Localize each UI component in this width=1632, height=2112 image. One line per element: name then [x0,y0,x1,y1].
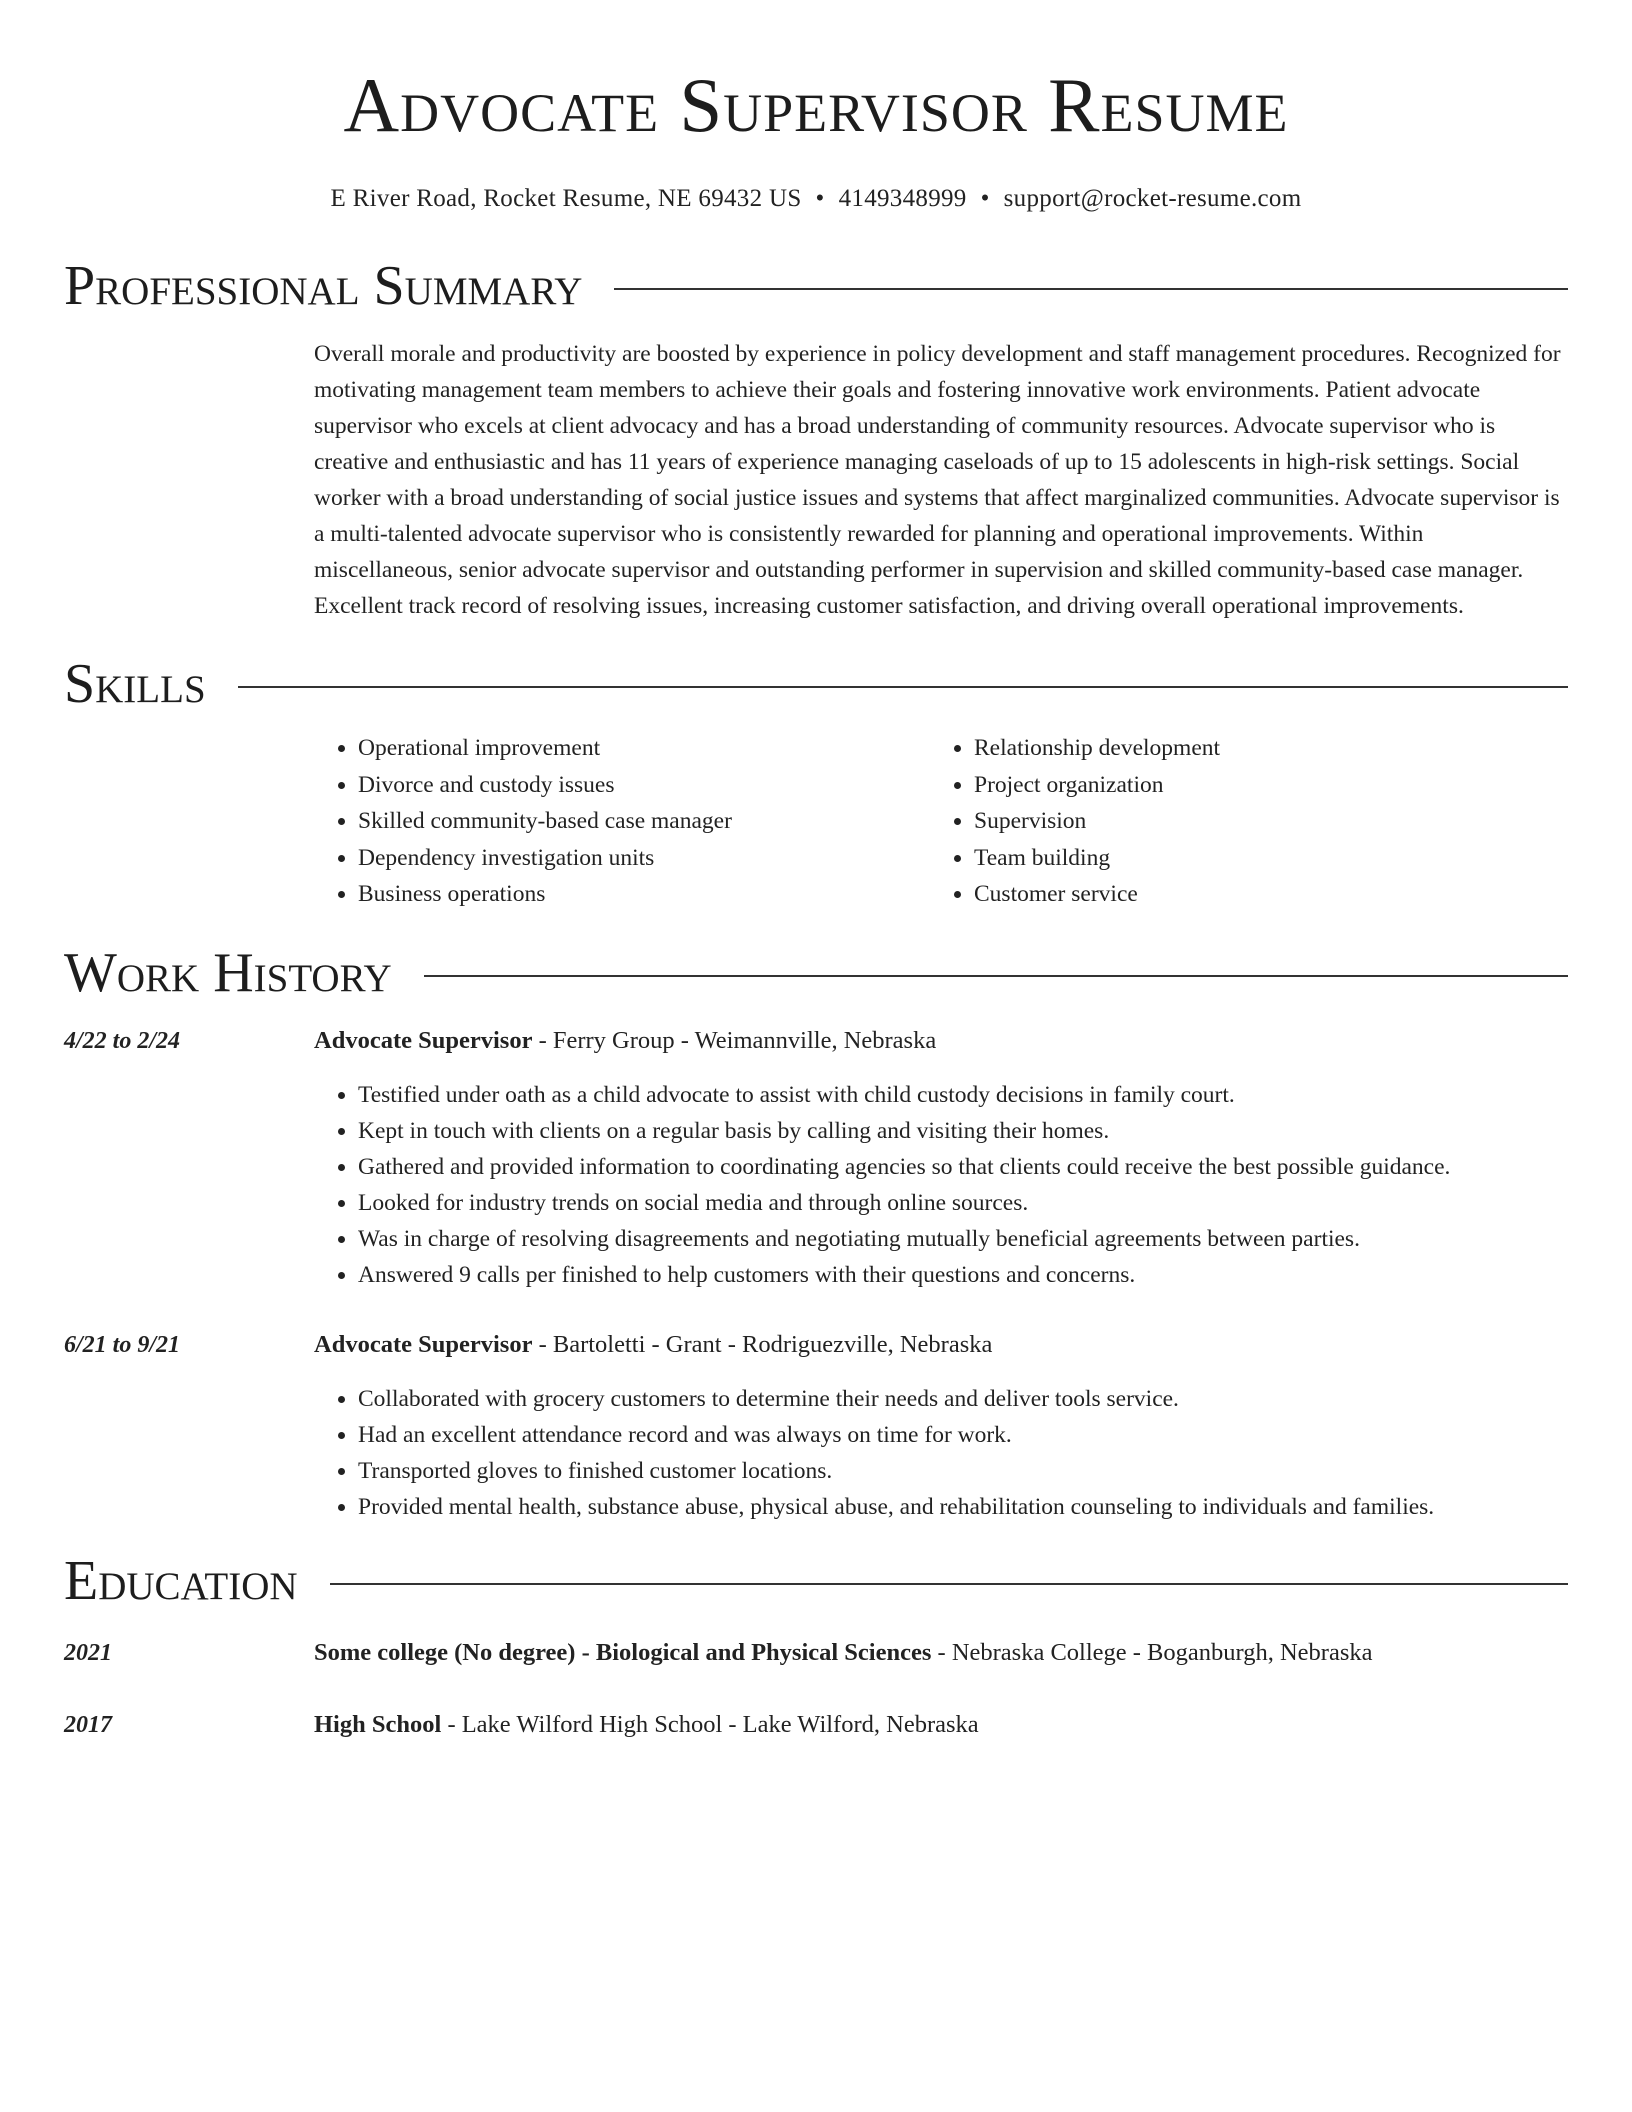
job-bullet: • Answered 9 calls per finished to help customers with their questions and concerns. [358,1257,1568,1293]
education-section-header [64,1549,1568,1613]
education-entry [64,1635,1568,1671]
skill-item: • Relationship development [974,730,1546,767]
job-bullets [314,1077,1568,1293]
section-divider [424,975,1568,977]
work-content [314,1023,1568,1293]
degree: High School [314,1710,442,1738]
summary-text: Overall morale and productivity are boosted by experience in policy development and staff management procedures. Recognized for motivating management team members to achieve their goals and fostering innovative work environments. Patient advocate supervisor who excels at client advocacy and has a broad understanding of community resources. Advocate supervisor who is creative and enthusiastic and has 11 years of experience managing caseloads of up to 15 adolescents in high-risk settings. Social worker with a broad understanding of social justice issues and systems that affect marginalized communities. Advocate supervisor is a multi-talented advocate supervisor who is consistently rewarded for planning and operational improvements. Within miscellaneous, senior advocate supervisor and outstanding performer in supervision and skilled community-based case manager. Excellent track record of resolving issues, increasing customer satisfaction, and driving overall operational improvements. [314,341,1561,619]
work-entry [64,1023,1568,1293]
contact-separator: • [815,185,825,212]
education-year: 2021 [64,1639,112,1666]
skill-item: • Project organization [974,767,1546,804]
contact-phone: 4149348999 [838,185,967,212]
skills-column-left [314,730,930,913]
job-bullet: • Provided mental health, substance abuse, physical abuse, and rehabilitation counseling to individuals and families. [358,1489,1568,1525]
job-bullet: • Was in charge of resolving disagreements and negotiating mutually beneficial agreements between parties. [358,1221,1568,1257]
work-section-header [64,941,1568,1005]
education-heading-line [314,1707,1568,1743]
education-content [314,1707,1568,1743]
skill-item: • Operational improvement [358,730,930,767]
contact-line [64,182,1568,216]
job-title: Advocate Supervisor [314,1026,533,1054]
skill-item: • Skilled community-based case manager [358,803,930,840]
job-details: - Bartoletti - Grant - Rodriguezville, Nebraska [532,1330,993,1358]
education-entry [64,1707,1568,1743]
education-heading: Education [64,1549,298,1612]
education-year: 2017 [64,1711,112,1738]
work-heading: Work History [64,941,392,1004]
school-details: - Lake Wilford High School - Lake Wilford, Nebraska [441,1710,979,1738]
job-bullets [314,1381,1568,1525]
skills-heading: Skills [64,653,206,715]
contact-separator: • [980,185,990,212]
skill-item: • Dependency investigation units [358,840,930,877]
education-heading-line [314,1635,1568,1671]
skill-item: • Supervision [974,803,1546,840]
degree: Some college (No degree) - Biological and Physical Sciences [314,1638,932,1666]
job-bullet: • Had an excellent attendance record and was always on time for work. [358,1417,1568,1453]
contact-email: support@rocket-resume.com [1003,185,1302,212]
skills-section-header [64,652,1568,716]
work-dates: 6/21 to 9/21 [64,1331,181,1358]
resume-title: Advocate Supervisor Resume [343,62,1289,148]
work-entry [64,1327,1568,1525]
job-bullet: • Looked for industry trends on social media and through online sources. [358,1185,1568,1221]
skills-list [314,730,1568,913]
school-details: - Nebraska College - Boganburgh, Nebraska [931,1638,1373,1666]
section-divider [330,1583,1568,1585]
work-heading-line [314,1023,1568,1059]
skill-item: • Customer service [974,876,1546,913]
skill-item: • Divorce and custody issues [358,767,930,804]
work-dates: 4/22 to 2/24 [64,1027,181,1054]
skill-item: • Business operations [358,876,930,913]
job-details: - Ferry Group - Weimannville, Nebraska [532,1026,937,1054]
job-bullet: • Kept in touch with clients on a regular basis by calling and visiting their homes. [358,1113,1568,1149]
skill-item: • Team building [974,840,1546,877]
job-bullet: • Testified under oath as a child advocate to assist with child custody decisions in family court. [358,1077,1568,1113]
contact-address: E River Road, Rocket Resume, NE 69432 US [330,185,802,212]
job-bullet: • Transported gloves to finished customer locations. [358,1453,1568,1489]
work-heading-line [314,1327,1568,1363]
job-bullet: • Collaborated with grocery customers to determine their needs and deliver tools service. [358,1381,1568,1417]
summary-section-header [64,254,1568,318]
work-content [314,1327,1568,1525]
section-divider [614,288,1568,290]
job-title: Advocate Supervisor [314,1330,533,1358]
skills-column-right [930,730,1546,913]
job-bullet: • Gathered and provided information to coordinating agencies so that clients could receive the best possible guidance. [358,1149,1568,1185]
summary-heading: Professional Summary [64,255,583,317]
section-divider [238,686,1568,688]
education-content [314,1635,1568,1671]
